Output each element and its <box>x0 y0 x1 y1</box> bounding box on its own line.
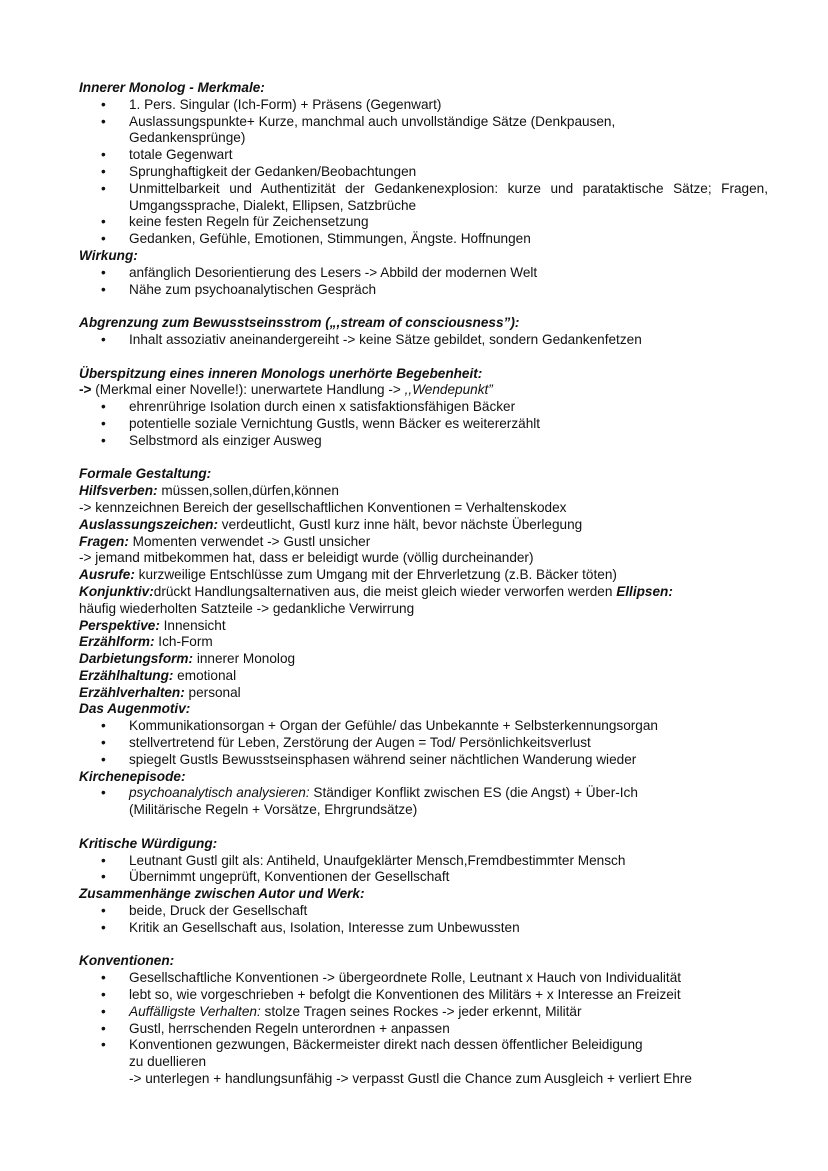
list-wuerdigung <box>79 853 768 887</box>
label: Erzählhaltung: <box>79 667 174 683</box>
list-item: • Selbstmord als einziger Ausweg <box>79 433 768 450</box>
line-hilfsverben <box>79 483 768 500</box>
list-item: • totale Gegenwart <box>79 147 768 164</box>
label: Auslassungszeichen: <box>79 516 218 532</box>
item-italic: psychoanalytisch analysieren: <box>129 785 310 801</box>
heading-zusammenhaenge: Zusammenhänge zwischen Autor und Werk: <box>79 886 365 902</box>
label: Erzählverhalten: <box>79 684 185 700</box>
list-item: • Kommunikationsorgan + Organ der Gefühle/ das Unbekannte + Selbsterkennungsorgan <box>79 718 768 735</box>
heading-wuerdigung: Kritische Würdigung: <box>79 835 218 851</box>
line-auslassung <box>79 517 768 534</box>
list-item: • Inhalt assoziativ aneinandergereiht -> keine Sätze gebildet, sondern Gedankenfetzen <box>79 332 768 349</box>
line-konventionen: -> kennzeichnen Bereich der gesellschaftlichen Konventionen = Verhaltenskodex <box>79 499 567 515</box>
line-erzaehlform <box>79 634 768 651</box>
label: Erzählform: <box>79 634 155 650</box>
line-ausrufe <box>79 567 768 584</box>
list-ueberspitzung <box>79 399 768 449</box>
list-augenmotiv <box>79 718 768 768</box>
list-item: • lebt so, wie vorgeschrieben + befolgt die Konventionen des Militärs + x Interesse an Freizeit <box>79 987 768 1004</box>
list-item: • anfänglich Desorientierung des Lesers -> Abbild der modernen Welt <box>79 265 768 282</box>
list-item: • keine festen Regeln für Zeichensetzung <box>79 214 768 231</box>
label: Konjunktiv: <box>79 583 154 599</box>
line-perspektive <box>79 618 768 635</box>
label: Hilfsverben: <box>79 483 158 499</box>
line-darbietung <box>79 651 768 668</box>
list-item: • Unmittelbarkeit und Authentizität der Gedankenexplosion: kurze und parataktische Sätze; Fragen, Umgangssprache, Dialekt, Ellipsen, Satzbrüche <box>79 181 768 215</box>
list-item: • Konventionen gezwungen, Bäckermeister direkt nach dessen öffentlicher Beleidigung zu duellieren <box>79 1037 768 1071</box>
label: Ellipsen: <box>616 583 673 599</box>
text: müssen,sollen,dürfen,können <box>157 483 339 499</box>
list-zusammenhaenge <box>79 903 768 937</box>
heading-kirchenepisode: Kirchenepisode: <box>79 768 186 784</box>
arrow-marker: -> <box>79 382 92 398</box>
line-fragen <box>79 534 768 551</box>
heading-ueberspitzung: Überspitzung eines inneren Monologs unerhörte Begebenheit: <box>79 365 483 381</box>
item-text: Ständiger Konflikt zwischen ES (die Angst) + Über-Ich (Militärische Regeln + Vorsätze, Ehrgrundsätze) <box>129 785 638 818</box>
list-item: • Leutnant Gustl gilt als: Antiheld, Unaufgeklärter Mensch,Fremdbestimmter Mensch <box>79 853 768 870</box>
list-item: • Gesellschaftliche Konventionen -> übergeordnete Rolle, Leutnant x Hauch von Individualität <box>79 970 768 987</box>
line-haltung <box>79 668 768 685</box>
heading-wirkung: Wirkung: <box>79 247 138 263</box>
item-italic: Auffälligste Verhalten: <box>129 1003 261 1019</box>
list-item: • Nähe zum psychoanalytischen Gespräch <box>79 282 768 299</box>
list-konventionen <box>79 970 768 1071</box>
list-item: • Auslassungspunkte+ Kurze, manchmal auch unvollständige Sätze (Denkpausen, Gedankensprünge) <box>79 114 768 148</box>
list-abgrenzung <box>79 332 768 349</box>
heading-augenmotiv: Das Augenmotiv: <box>79 701 191 717</box>
list-item: • Übernimmt ungeprüft, Konventionen der Gesellschaft <box>79 869 768 886</box>
text: emotional <box>173 667 237 683</box>
list-item: • potentielle soziale Vernichtung Gustls, wenn Bäcker es weitererzählt <box>79 416 768 433</box>
intro-text: (Merkmal einer Novelle!): unerwartete Handlung -> <box>91 382 405 398</box>
text: personal <box>184 684 241 700</box>
text: Momenten verwendet -> Gustl unsicher <box>128 533 371 549</box>
line-fragen-2: -> jemand mitbekommen hat, dass er beleidigt wurde (völlig durcheinander) <box>79 550 534 566</box>
list-merkmale <box>79 97 768 248</box>
item-text: stolze Tragen seines Rockes -> jeder erkennt, Militär <box>260 1003 582 1019</box>
text: kurzweilige Entschlüsse zum Umgang mit der Ehrverletzung (z.B. Bäcker töten) <box>134 567 617 583</box>
list-wirkung <box>79 265 768 299</box>
text: verdeutlicht, Gustl kurz inne hält, bevor nächste Überlegung <box>218 516 583 532</box>
list-kirchenepisode <box>79 785 768 819</box>
heading-merkmale: Innerer Monolog - Merkmale: <box>79 80 265 95</box>
list-item: • Gustl, herrschenden Regeln unterordnen + anpassen <box>79 1021 768 1038</box>
heading-formal: Formale Gestaltung: <box>79 466 212 482</box>
ueberspitzung-intro <box>79 382 768 399</box>
line-konjunktiv <box>79 584 768 601</box>
list-item: • ehrenrührige Isolation durch einen x satisfaktionsfähigen Bäcker <box>79 399 768 416</box>
label: Fragen: <box>79 533 129 549</box>
list-item: • beide, Druck der Gesellschaft <box>79 903 768 920</box>
list-item <box>79 785 768 819</box>
text: innerer Monolog <box>193 651 296 667</box>
label: Darbietungsform: <box>79 651 194 667</box>
list-item: • stellvertretend für Leben, Zerstörung der Augen = Tod/ Persönlichkeitsverlust <box>79 735 768 752</box>
heading-konventionen: Konventionen: <box>79 953 175 969</box>
list-item <box>79 1004 768 1021</box>
list-item: • Kritik an Gesellschaft aus, Isolation, Interesse zum Unbewussten <box>79 920 768 937</box>
heading-abgrenzung: Abgrenzung zum Bewusstseinsstrom („,stream of consciousness”): <box>79 315 520 331</box>
list-item: • Sprunghaftigkeit der Gedanken/Beobachtungen <box>79 164 768 181</box>
intro-italic: ,,Wendepunkt” <box>404 382 493 398</box>
text: Innensicht <box>159 617 226 633</box>
label: Ausrufe: <box>79 567 135 583</box>
list-item: • 1. Pers. Singular (Ich-Form) + Präsens (Gegenwart) <box>79 97 768 114</box>
konventionen-continuation: -> unterlegen + handlungsunfähig -> verpasst Gustl die Chance zum Ausgleich + verliert Ehre <box>129 1071 692 1087</box>
text: Ich-Form <box>154 634 213 650</box>
line-verhalten <box>79 685 768 702</box>
list-item: • spiegelt Gustls Bewusstseinsphasen während seiner nächtlichen Wanderung wieder <box>79 752 768 769</box>
line-ellipsen: häufig wiederholten Satzteile -> gedankliche Verwirrung <box>79 600 415 616</box>
text: drückt Handlungsalternativen aus, die meist gleich wieder verworfen werden <box>153 583 617 599</box>
list-item: • Gedanken, Gefühle, Emotionen, Stimmungen, Ängste. Hoffnungen <box>79 231 768 248</box>
label: Perspektive: <box>79 617 160 633</box>
